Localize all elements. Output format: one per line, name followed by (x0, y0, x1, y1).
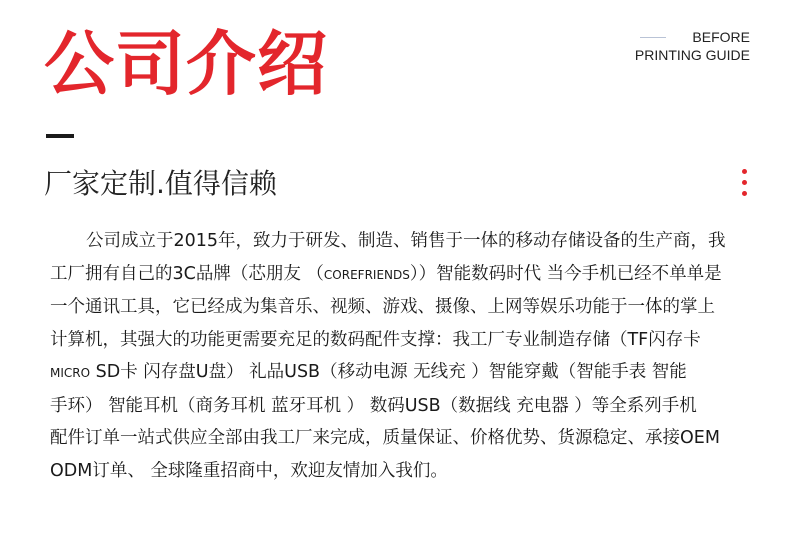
paragraph-line (50, 356, 750, 390)
section-dash (46, 134, 74, 138)
paragraph-line: 配件订单一站式供应全部由我工厂来完成，质量保证、价格优势、货源稳定、承接OEM (50, 428, 720, 448)
paragraph-line: 计算机，其强大的功能更需要充足的数码配件支撑：我工厂专业制造存储（TF闪存卡 (50, 329, 701, 350)
printing-guide-label (635, 28, 750, 64)
paragraph-line (50, 258, 750, 292)
dot (742, 191, 747, 196)
text-segment: MICRO (50, 366, 91, 380)
section-subtitle: 厂家定制.值得信赖 (44, 167, 277, 200)
company-intro-paragraph (50, 225, 750, 487)
text-segment: 工厂拥有自己的3C品牌（芯朋友 （ (50, 263, 324, 284)
dot (742, 169, 747, 174)
text-segment: ））智能数码时代 当今手机已经不单单是 (409, 263, 722, 284)
paragraph-line: 公司成立于2015年，致力于研发、制造、销售于一体的移动存储设备的生产商，我 (86, 231, 726, 251)
brand-name: COREFRIENDS (323, 267, 410, 282)
more-dots-icon (742, 169, 748, 197)
paragraph-line: ODM订单、 全球隆重招商中，欢迎友情加入我们。 (50, 460, 448, 481)
guide-line-1: BEFORE (692, 29, 750, 45)
page-title: 公司介绍 (44, 23, 328, 105)
text-segment: SD卡 闪存盘U盘） 礼品USB（移动电源 无线充 ）智能穿戴（智能手表 智能 (90, 362, 687, 382)
dot (742, 180, 747, 185)
paragraph-line: 一个通讯工具，它已经成为集音乐、视频、游戏、摄像、上网等娱乐功能于一体的掌上 (50, 297, 715, 317)
guide-line-2: PRINTING GUIDE (634, 47, 750, 63)
paragraph-line: 手环） 智能耳机（商务耳机 蓝牙耳机 ） 数码USB（数据线 充电器 ）等全系列手机 (50, 395, 697, 416)
